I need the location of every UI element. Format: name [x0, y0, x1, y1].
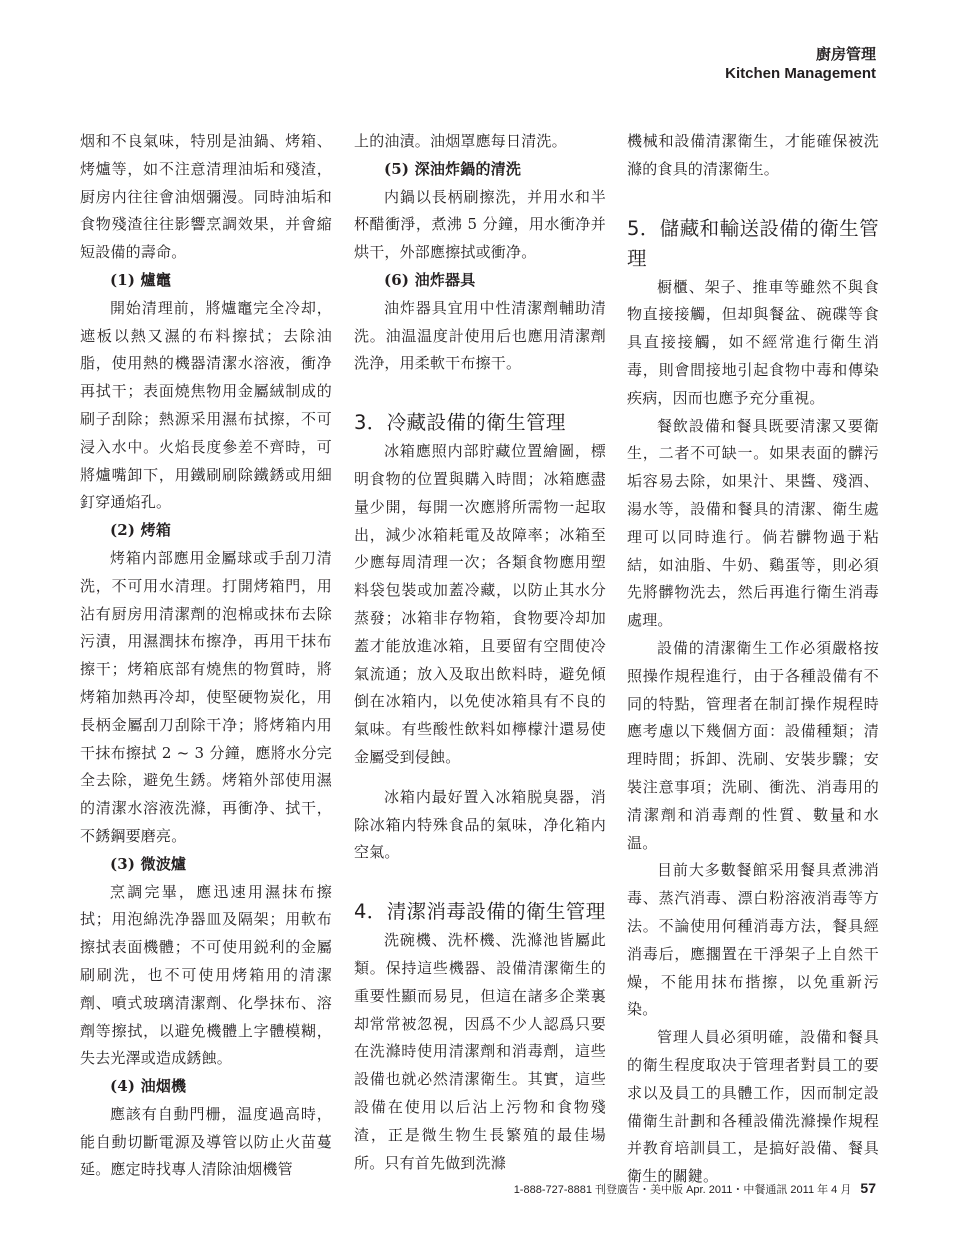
text-column-3: [627, 128, 879, 1191]
text-column-1: [80, 128, 332, 1184]
paragraph: 上的油漬。油烟罩應每日清洗。: [354, 132, 567, 150]
footer-publication-info: 1-888-727-8881 刊登廣告・美中版 Apr. 2011・中餐通訊 2011 年 4 月: [513, 1184, 852, 1196]
subheading-range-hood: (4) 油烟機: [110, 1077, 187, 1096]
paragraph: 橱櫃、架子、推車等雖然不與食物直接接觸，但却與餐盆、碗碟等食具直接接觸，如不經常進行衛生消毒，則會間接地引起食物中毒和傳染疾病，因而也應予充分重視。: [627, 277, 879, 407]
paragraph: 油炸器具宜用中性清潔劑輔助清洗。油温温度計使用后也應用清潔劑洗浄，用柔軟干布擦干。: [354, 298, 606, 373]
section-title-chinese: 廚房管理: [815, 45, 876, 63]
paragraph: 冰箱應照内部貯藏位置繪圖，標明食物的位置與購入時間；冰箱應盡量少開，每開一次應將所需物一起取出，減少冰箱耗電及故障率；冰箱至少應每周清理一次；各類食物應用塑料袋包裝或加蓋冷藏，以防止其水分蒸發；冰箱非存物箱，食物要冷却加蓋才能放進冰箱，且要留有空間使冷氣流通；放入及取出飲料時，避免傾倒在冰箱内，以免使冰箱具有不良的氣味。有些酸性飲料如檸檬汁還易使金屬受到侵蝕。: [354, 442, 606, 766]
paragraph: 餐飲設備和餐具既要清潔又要衛生，二者不可缺一。如果表面的髒污垢容易去除，如果汁、果醬、殘酒、湯水等，設備和餐具的清潔、衛生處理可以同時進行。倘若髒物過于粘結，如油脂、牛奶、鷄蛋等，則必須先將髒物洗去，然后再進行衛生消毒處理。: [627, 416, 879, 630]
paragraph: 洗碗機、洗杯機、洗滌池皆屬此類。保持這些機器、設備清潔衛生的重要性顯而易見，但這在諸多企業裏却常常被忽視，因爲不少人認爲只要在洗滌時使用清潔劑和消毒劑，這些設備也就必然清潔衛生。其實，這些設備在使用以后沾上污物和食物殘渣，正是微生物生長繁殖的最佳場所。只有首先做到洗滌: [354, 931, 606, 1172]
subheading-stove: (1) 爐竈: [110, 270, 172, 289]
subheading-microwave: (3) 微波爐: [110, 854, 187, 873]
paragraph: 開始清理前，將爐竈完全冷却，遮板以熱又濕的布料擦拭；去除油脂，使用熱的機器清潔水溶液，衝净再拭干；表面燒焦物用金屬絨制成的刷子刮除；熱源采用濕布拭擦，不可浸入水中。火焰長度參差不齊時，可將爐嘴卸下，用鐵刷刷除鐵銹或用細釘穿通焰孔。: [80, 298, 332, 512]
page-footer: [514, 1180, 876, 1197]
paragraph: 冰箱内最好置入冰箱脱臭器，消除冰箱内特殊食品的氣味，净化箱内空氣。: [354, 787, 606, 862]
paragraph: 應該有自動門栅，温度過高時，能自動切斷電源及導管以防止火苗蔓延。應定時找專人清除油烟機管: [80, 1104, 332, 1179]
paragraph: 内鍋以長柄刷擦洗，并用水和半杯醋衝淨，煮沸 5 分鐘，用水衝净并烘干，外部應擦拭或衝净。: [354, 187, 606, 262]
text-column-2: [354, 128, 606, 1177]
section-title-english: Kitchen Management: [725, 65, 876, 82]
section-heading-storage-transport: 5．儲藏和輸送設備的衛生管理: [627, 216, 879, 270]
paragraph: 管理人員必須明確，設備和餐具的衛生程度取决于管理者對員工的要求以及員工的具體工作，因而制定設備衛生計劃和各種設備洗滌操作規程并教育培訓員工，是搞好設備、餐具衛生的關鍵。: [627, 1028, 879, 1186]
paragraph: 烹調完畢，應迅速用濕抹布擦拭；用泡綿洗净器皿及隔架；用軟布擦拭表面機體；不可使用鋭利的金屬刷刷洗，也不可使用烤箱用的清潔劑、噴式玻璃清潔劑、化學抹布、溶劑等擦拭，以避免機體上字體模糊，失去光澤或造成銹蝕。: [80, 882, 332, 1068]
paragraph: 設備的清潔衛生工作必須嚴格按照操作規程進行，由于各種設備有不同的特點，管理者在制訂操作規程時應考慮以下幾個方面：設備種類；清理時間；拆卸、洗刷、安裝步驟；安裝注意事項；洗刷、衝洗、消毒用的清潔劑和消毒劑的性質、數量和水温。: [627, 638, 879, 852]
subheading-fryer-tools: (6) 油炸器具: [384, 270, 476, 289]
section-header: [725, 44, 876, 84]
paragraph: 目前大多數餐館采用餐具煮沸消毒、蒸汽消毒、漂白粉溶液消毒等方法。不論使用何種消毒方法，餐具經消毒后，應擱置在干淨架子上自然干燥，不能用抹布揩擦，以免重新污染。: [627, 861, 879, 1019]
paragraph: 機械和設備清潔衛生，才能確保被洗滌的食具的清潔衛生。: [627, 132, 879, 178]
section-heading-refrigeration: 3．冷藏設備的衛生管理: [354, 411, 566, 435]
paragraph: 烟和不良氣味，特別是油鍋、烤箱、烤爐等，如不注意清理油垢和殘渣，厨房内往往會油烟彌漫。同時油垢和食物殘渣往往影響烹調效果，并會縮短設備的壽命。: [80, 132, 332, 262]
paragraph: 烤箱内部應用金屬球或手刮刀清洗，不可用水清理。打開烤箱門，用沾有厨房用清潔劑的泡棉或抹布去除污漬，用濕潤抹布擦净，再用干抹布擦干；烤箱底部有燒焦的物質時，將烤箱加熱再冷却，使堅硬物炭化，用長柄金屬刮刀刮除干净；將烤箱内用干抹布擦拭 2 ~ 3 分鐘，應將水分完全去除，避免生銹。烤箱外部使用濕的清潔水溶液洗滌，再衝净、拭干，不銹鋼要磨亮。: [80, 548, 332, 845]
section-heading-cleaning-disinfection: 4．清潔消毒設備的衛生管理: [354, 900, 606, 924]
subheading-oven: (2) 烤箱: [110, 521, 172, 540]
subheading-deep-fryer: (5) 深油炸鍋的清洗: [384, 159, 522, 178]
page-number: 57: [860, 1180, 876, 1196]
